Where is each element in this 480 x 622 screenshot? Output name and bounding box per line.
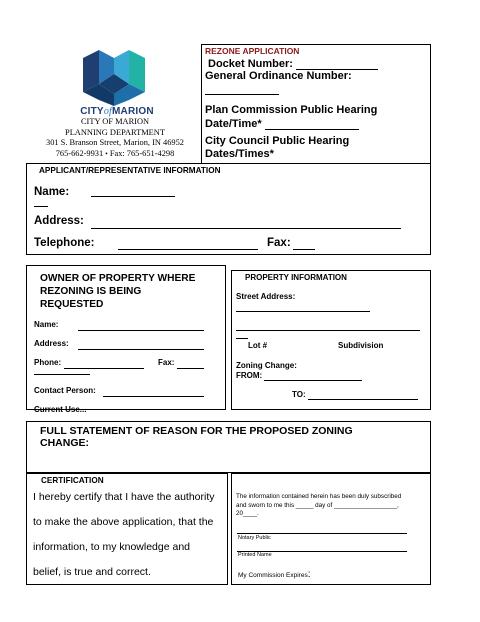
applicant-telephone-label: Telephone: [34, 237, 95, 249]
property-lot-label: Lot # [248, 341, 268, 350]
logo-wordmark [72, 106, 162, 117]
docket-number-label: Docket Number: [208, 58, 378, 70]
owner-fax-label: Fax: [158, 358, 175, 367]
property-street-label: Street Address: [236, 292, 296, 301]
zoning-to-field[interactable] [308, 391, 418, 400]
property-street-field-2[interactable] [236, 322, 420, 331]
property-box [231, 270, 431, 410]
dept-bullet: • [105, 149, 108, 158]
printed-name-field[interactable] [237, 544, 407, 552]
city-council-label: City Council Public Hearing [205, 135, 350, 147]
owner-phone-label: Phone: [34, 358, 62, 367]
owner-phone-field-cont[interactable] [34, 367, 90, 375]
owner-address-field[interactable] [78, 340, 204, 350]
dept-line1: CITY OF MARION [80, 117, 150, 126]
applicant-address-field[interactable] [91, 218, 401, 229]
certification-text: I hereby certify that I have the authority to make the above application, that the information, to my knowledge and belief, is true and correct. [33, 491, 215, 578]
city-council-datetime: Dates/Times* [205, 148, 274, 160]
commission-expires-label: My Commission Expires: [238, 569, 311, 580]
notary-public-label: Notary Public [238, 535, 271, 541]
ordinance-number-label: General Ordinance Number: [205, 70, 352, 82]
wordmark-of: of [103, 106, 112, 117]
owner-contact-label: Contact Person: [34, 386, 96, 395]
notary-public-field[interactable] [237, 526, 407, 534]
dept-line2: PLANNING DEPARTMENT [65, 127, 165, 137]
owner-contact-field[interactable] [103, 387, 204, 397]
property-street-field-3[interactable] [236, 331, 248, 339]
marion-cube-icon [83, 44, 145, 106]
city-logo [83, 44, 145, 106]
rezone-title: REZONE APPLICATION [205, 46, 300, 56]
dept-phone: 765-662-9931 [55, 148, 104, 158]
owner-cutoff-clip [27, 403, 225, 414]
owner-fax-field[interactable] [177, 359, 204, 369]
printed-name-label: Printed Name [238, 552, 272, 558]
owner-current-use-label: Current Use... [34, 405, 87, 414]
owner-title: OWNER OF PROPERTY WHERE REZONING IS BEING REQUESTED [40, 273, 196, 310]
wordmark-marion: MARION [112, 106, 154, 117]
dept-fax: Fax: 765-651-4298 [109, 148, 175, 158]
ordinance-number-field[interactable] [205, 84, 279, 95]
statement-title: FULL STATEMENT OF REASON FOR THE PROPOSED ZONING CHANGE: [40, 425, 353, 449]
applicant-name-field[interactable] [91, 186, 175, 197]
applicant-title: APPLICANT/REPRESENTATIVE INFORMATION [39, 166, 221, 175]
zoning-to-label: TO: [292, 390, 306, 399]
applicant-telephone-field[interactable] [118, 239, 258, 250]
plan-commission-label: Plan Commission Public Hearing [205, 104, 378, 116]
zoning-from-label: FROM: [236, 371, 263, 380]
property-subdivision-label: Subdivision [338, 341, 384, 350]
notary-statement: The information contained herein has been duly subscribed and sworn to me this _____ day of __________________, 20____. [236, 493, 402, 518]
applicant-name-label: Name: [34, 186, 70, 198]
docket-number-field[interactable] [296, 59, 378, 70]
plan-commission-datetime: Date/Time* [205, 118, 359, 130]
dept-address-block [10, 117, 220, 159]
plan-commission-field[interactable] [265, 119, 359, 130]
applicant-fax-label: Fax: [267, 237, 291, 249]
commission-colon: : [307, 569, 311, 580]
owner-address-label: Address: [34, 339, 69, 348]
dept-phone-fax [10, 149, 220, 160]
property-title: PROPERTY INFORMATION [245, 273, 347, 282]
zoning-from-field[interactable] [264, 372, 362, 381]
certification-title: CERTIFICATION [41, 476, 104, 485]
zoning-change-label: Zoning Change: [236, 361, 297, 370]
applicant-fax-field[interactable] [293, 239, 315, 250]
dept-line3: 301 S. Branson Street, Marion, IN 46952 [46, 138, 184, 147]
applicant-address-label: Address: [34, 215, 84, 227]
owner-name-field[interactable] [78, 321, 204, 331]
wordmark-city: CITY [80, 106, 104, 117]
owner-name-label: Name: [34, 320, 59, 329]
applicant-name-field-cont[interactable] [34, 198, 48, 207]
property-street-field[interactable] [236, 303, 370, 312]
